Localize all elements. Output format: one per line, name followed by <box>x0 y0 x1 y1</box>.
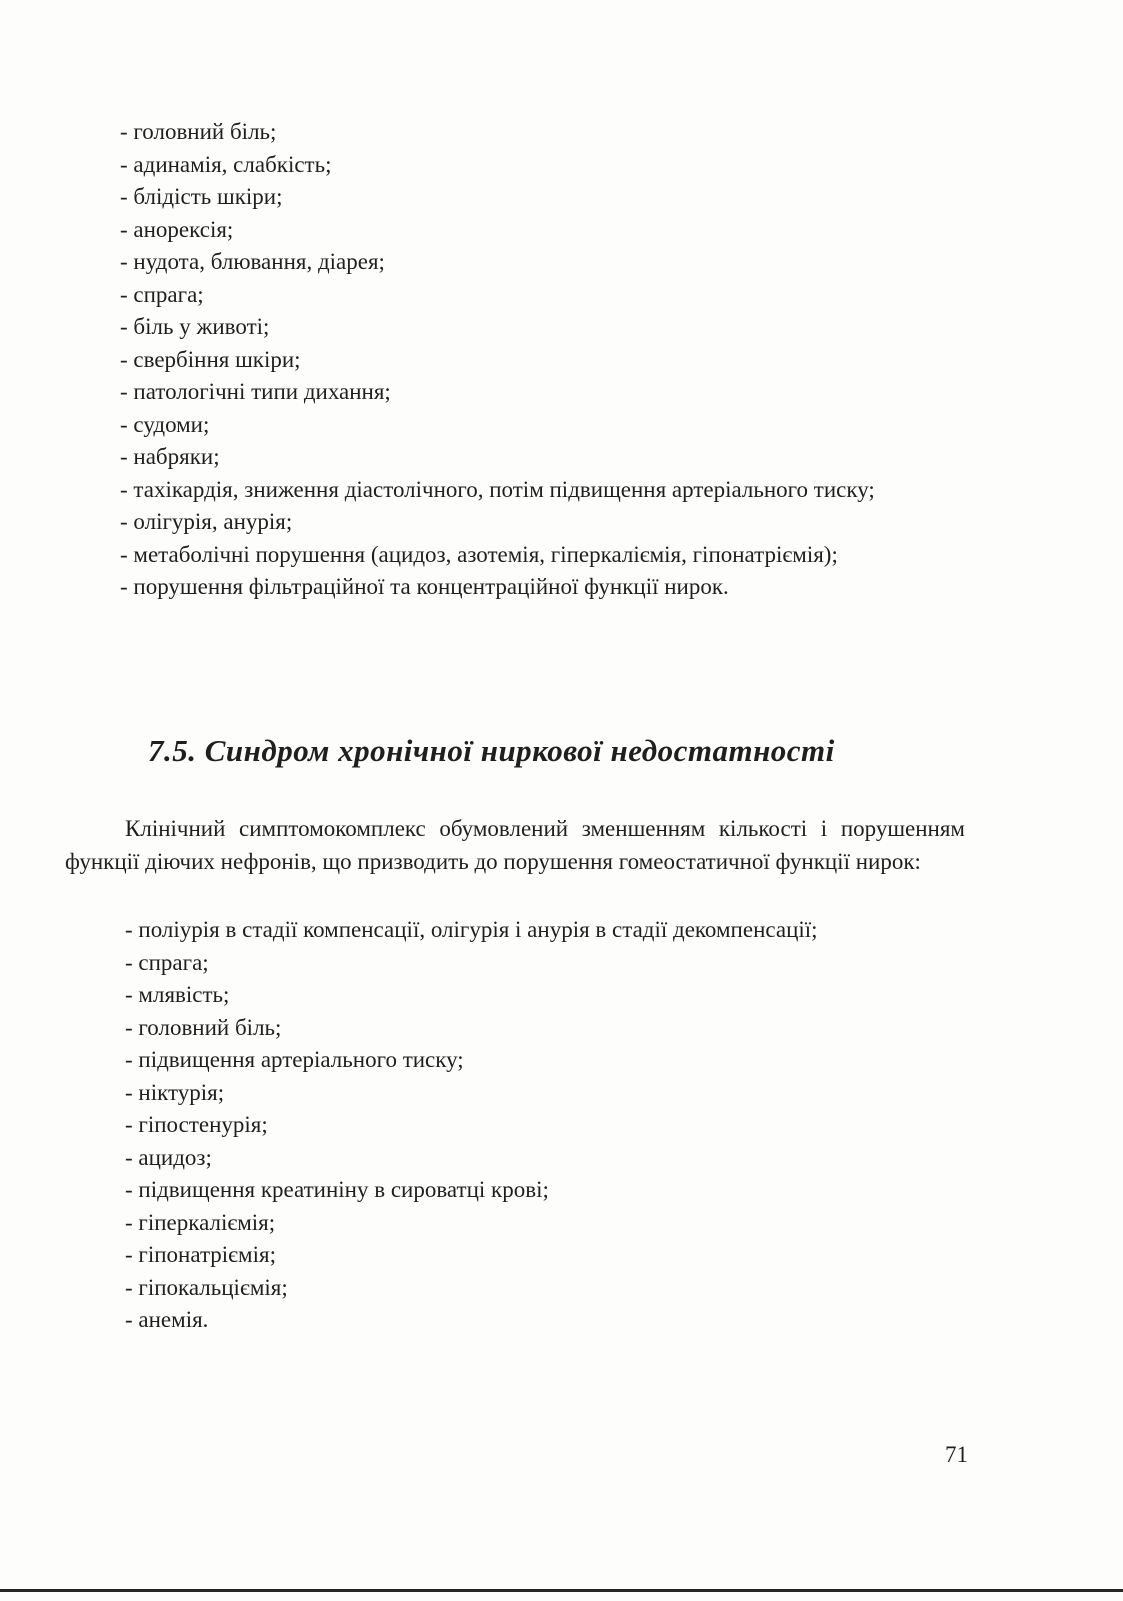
list-item: - ацидоз; <box>125 1144 212 1170</box>
list-item: - патологічні типи дихання; <box>120 379 391 404</box>
list-item: - поліурія в стадії компенсації, олігурія і анурія в стадії декомпенсації; <box>125 917 818 942</box>
list-item: - гіперкаліємія; <box>125 1209 276 1235</box>
list-item: - анемія. <box>125 1307 209 1332</box>
list-item: - тахікардія, зниження діастолічного, потім підвищення артеріального тиску; <box>120 476 875 502</box>
list-item: - анорексія; <box>120 216 234 242</box>
list-item: - головний біль; <box>120 119 277 144</box>
list-item: - свербіння шкіри; <box>120 346 301 372</box>
list-item: - біль у животі; <box>120 314 270 339</box>
list-item: - блідість шкіри; <box>120 184 283 209</box>
list-item: - головний біль; <box>125 1014 282 1040</box>
list-item: - адинамія, слабкість; <box>120 151 332 177</box>
list-item: - млявість; <box>125 982 230 1007</box>
list-item: - судоми; <box>120 411 210 437</box>
list-item: - олігурія, анурія; <box>120 509 293 534</box>
page-number: 71 <box>945 1442 968 1467</box>
acute-symptom-list <box>65 116 965 604</box>
list-item: - метаболічні порушення (ацидоз, азотемія, гіперкаліємія, гіпонатріємія); <box>120 541 838 567</box>
scan-edge-divider <box>0 1589 1123 1592</box>
list-item: - підвищення артеріального тиску; <box>125 1047 464 1072</box>
chronic-symptom-list <box>125 914 985 1337</box>
section-heading: 7.5. Синдром хронічної ниркової недостатності <box>148 733 835 768</box>
list-item: - набряки; <box>120 444 220 469</box>
list-item: - ніктурія; <box>125 1079 225 1105</box>
intro-paragraph: Клінічний симптомокомплекс обумовлений зменшенням кількості і порушенням функції діючих нефронів, що призводить до порушення гомеостатичної функції нирок: <box>65 816 965 874</box>
list-item: - спрага; <box>125 949 209 975</box>
list-item: - гіпостенурія; <box>125 1112 268 1137</box>
list-item: - порушення фільтраційної та концентраційної функції нирок. <box>120 574 729 599</box>
list-item: - гіпокальціємія; <box>125 1274 288 1300</box>
list-item: - гіпонатріємія; <box>125 1242 276 1267</box>
list-item: - спрага; <box>120 281 204 307</box>
list-item: - нудота, блювання, діарея; <box>120 249 385 274</box>
list-item: - підвищення креатиніну в сироватці крові; <box>125 1177 549 1202</box>
